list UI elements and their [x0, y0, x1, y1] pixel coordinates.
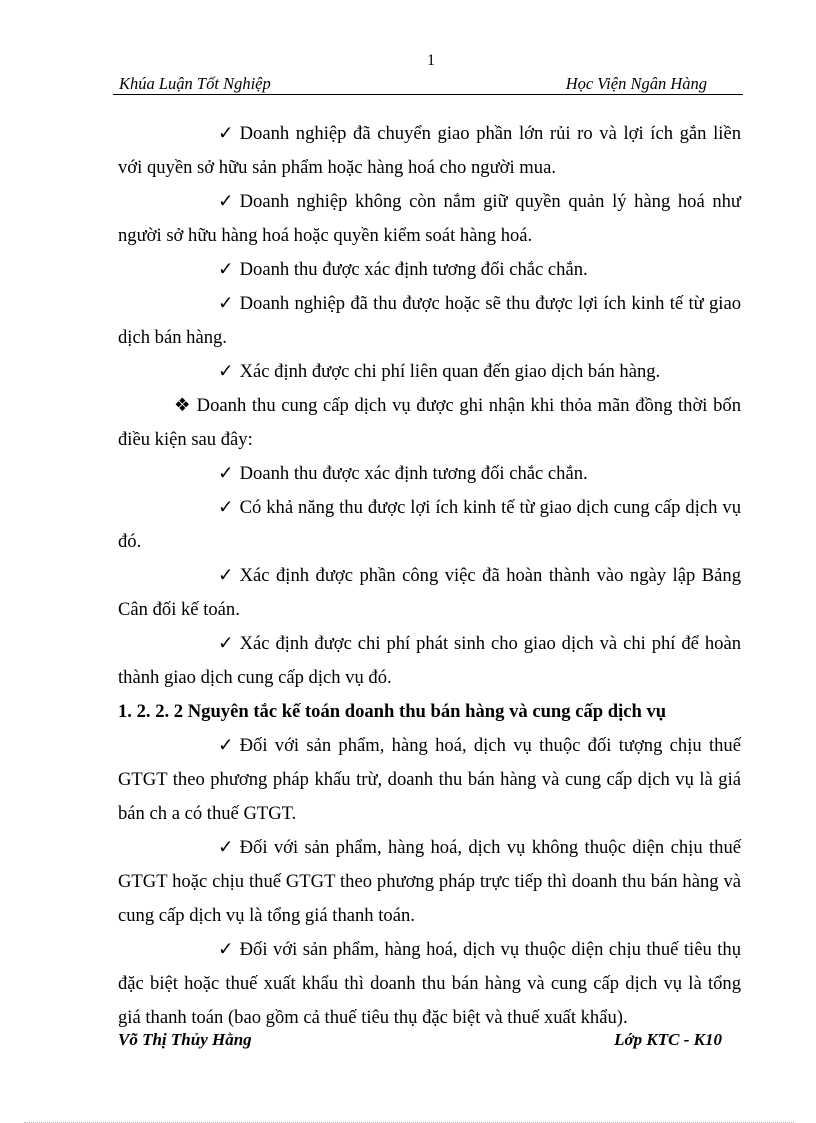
- checkmark-icon: ✓: [218, 191, 234, 212]
- paragraph-4: ✓ Doanh nghiệp đã thu được hoặc sẽ thu được lợi ích kinh tế từ giao dịch bán hàng.: [118, 287, 741, 355]
- checkmark-icon: ✓: [218, 497, 234, 518]
- checkmark-icon: ✓: [218, 633, 234, 654]
- page-header: [113, 72, 743, 95]
- header-thesis-title: Khúa Luận Tốt Nghiệp: [119, 74, 271, 93]
- paragraph-1: ✓ Doanh nghiệp đã chuyển giao phần lớn rủi ro và lợi ích gắn liền với quyền sở hữu sản phẩm hoặc hàng hoá cho người mua.: [118, 117, 741, 185]
- checkmark-icon: ✓: [218, 735, 234, 756]
- checkmark-icon: ✓: [218, 939, 234, 960]
- checkmark-icon: ✓: [218, 837, 234, 858]
- paragraph-7: ✓ Doanh thu được xác định tương đối chắc chắn.: [118, 457, 741, 491]
- paragraph-12: ✓ Đối với sản phẩm, hàng hoá, dịch vụ không thuộc diện chịu thuế GTGT hoặc chịu thuế GTGT theo phương pháp trực tiếp thì doanh thu bán hàng và cung cấp dịch vụ là tổng giá thanh toán.: [118, 831, 741, 933]
- paragraph-5: ✓ Xác định được chi phí liên quan đến giao dịch bán hàng.: [118, 355, 741, 389]
- diamond-bullet-icon: ❖: [174, 395, 191, 416]
- paragraph-6: ❖ Doanh thu cung cấp dịch vụ được ghi nhận khi thỏa mãn đồng thời bốn điều kiện sau đây:: [118, 389, 741, 457]
- checkmark-icon: ✓: [218, 259, 234, 280]
- page-number: 1: [427, 52, 435, 69]
- footer-class: Lớp KTC - K10: [614, 1030, 722, 1049]
- section-heading: 1. 2. 2. 2 Nguyên tắc kế toán doanh thu bán hàng và cung cấp dịch vụ: [118, 701, 667, 722]
- paragraph-3: ✓ Doanh thu được xác định tương đối chắc chắn.: [118, 253, 741, 287]
- document-body: [118, 117, 741, 1035]
- footer-author: Võ Thị Thủy Hằng: [118, 1030, 252, 1049]
- checkmark-icon: ✓: [218, 463, 234, 484]
- paragraph-11: ✓ Đối với sản phẩm, hàng hoá, dịch vụ thuộc đối tượng chịu thuế GTGT theo phương pháp khấu trừ, doanh thu bán hàng và cung cấp dịch vụ là giá bán ch a có thuế GTGT.: [118, 729, 741, 831]
- paragraph-2: ✓ Doanh nghiệp không còn nắm giữ quyền quản lý hàng hoá như người sở hữu hàng hoá hoặc quyền kiểm soát hàng hoá.: [118, 185, 741, 253]
- paragraph-10: ✓ Xác định được chi phí phát sinh cho giao dịch và chi phí để hoàn thành giao dịch cung cấp dịch vụ đó.: [118, 627, 741, 695]
- paragraph-9: ✓ Xác định được phần công việc đã hoàn thành vào ngày lập Bảng Cân đối kế toán.: [118, 559, 741, 627]
- checkmark-icon: ✓: [218, 565, 234, 586]
- header-institution: Học Viện Ngân Hàng: [565, 74, 707, 93]
- paragraph-8: ✓ Có khả năng thu được lợi ích kinh tế từ giao dịch cung cấp dịch vụ đó.: [118, 491, 741, 559]
- checkmark-icon: ✓: [218, 123, 234, 144]
- checkmark-icon: ✓: [218, 361, 234, 382]
- paragraph-13: ✓ Đối với sản phẩm, hàng hoá, dịch vụ thuộc diện chịu thuế tiêu thụ đặc biệt hoặc thuế xuất khẩu thì doanh thu bán hàng và cung cấp dịch vụ là tổng giá thanh toán (bao gồm cả thuế tiêu thụ đặc biệt và thuế xuất khẩu).: [118, 933, 741, 1035]
- checkmark-icon: ✓: [218, 293, 234, 314]
